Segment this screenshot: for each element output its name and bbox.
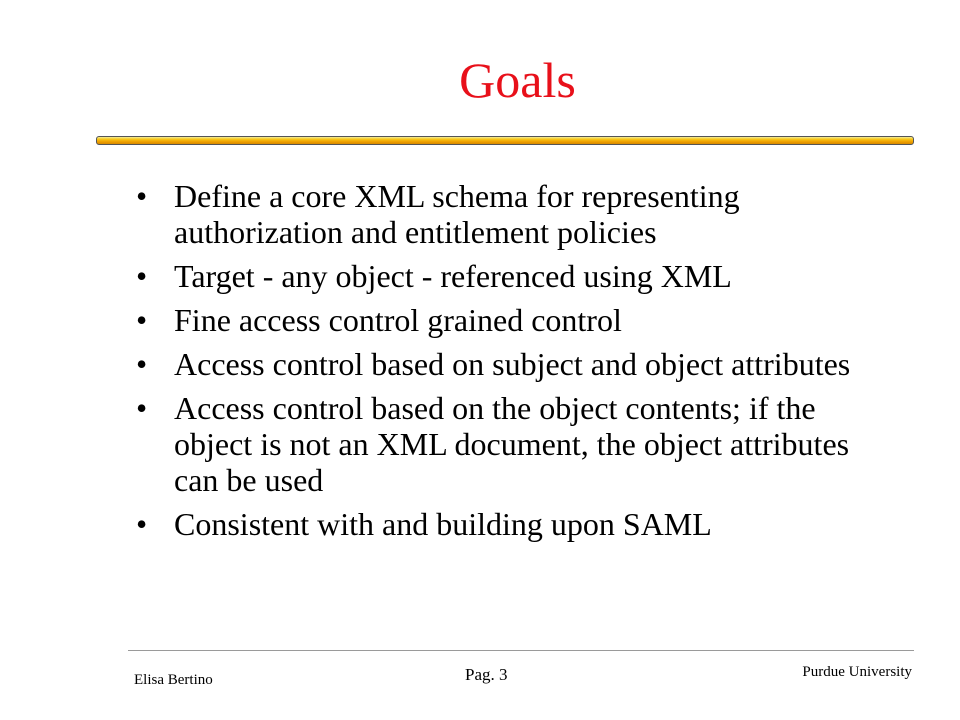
bullet-item [136, 258, 886, 294]
bullet-item [136, 506, 886, 542]
footer-divider [128, 650, 914, 651]
page-number: Pag. 3 [465, 665, 508, 684]
title-divider [96, 136, 914, 145]
bullet-item [136, 390, 886, 498]
bullet-list [136, 178, 886, 550]
bullet-icon: • [136, 390, 148, 426]
bullet-item [136, 178, 886, 250]
footer-author: Elisa Bertino [134, 672, 213, 688]
bullet-icon: • [136, 302, 148, 338]
footer-organization: Purdue University [802, 664, 912, 680]
bullet-text: Fine access control grained control [174, 302, 622, 338]
slide-title: Goals [459, 52, 576, 108]
bullet-item [136, 346, 886, 382]
bullet-icon: • [136, 506, 148, 542]
bullet-text: Target - any object - referenced using XML [174, 258, 732, 294]
bullet-text: Define a core XML schema for representing authorization and entitlement policies [174, 178, 740, 250]
bullet-item [136, 302, 886, 338]
bullet-text: Access control based on the object contents; if the object is not an XML document, the object attributes can be used [174, 390, 850, 498]
bullet-text: Access control based on subject and object attributes [174, 346, 851, 382]
bullet-text: Consistent with and building upon SAML [174, 506, 712, 542]
bullet-icon: • [136, 258, 148, 294]
bullet-icon: • [136, 178, 148, 214]
bullet-icon: • [136, 346, 148, 382]
